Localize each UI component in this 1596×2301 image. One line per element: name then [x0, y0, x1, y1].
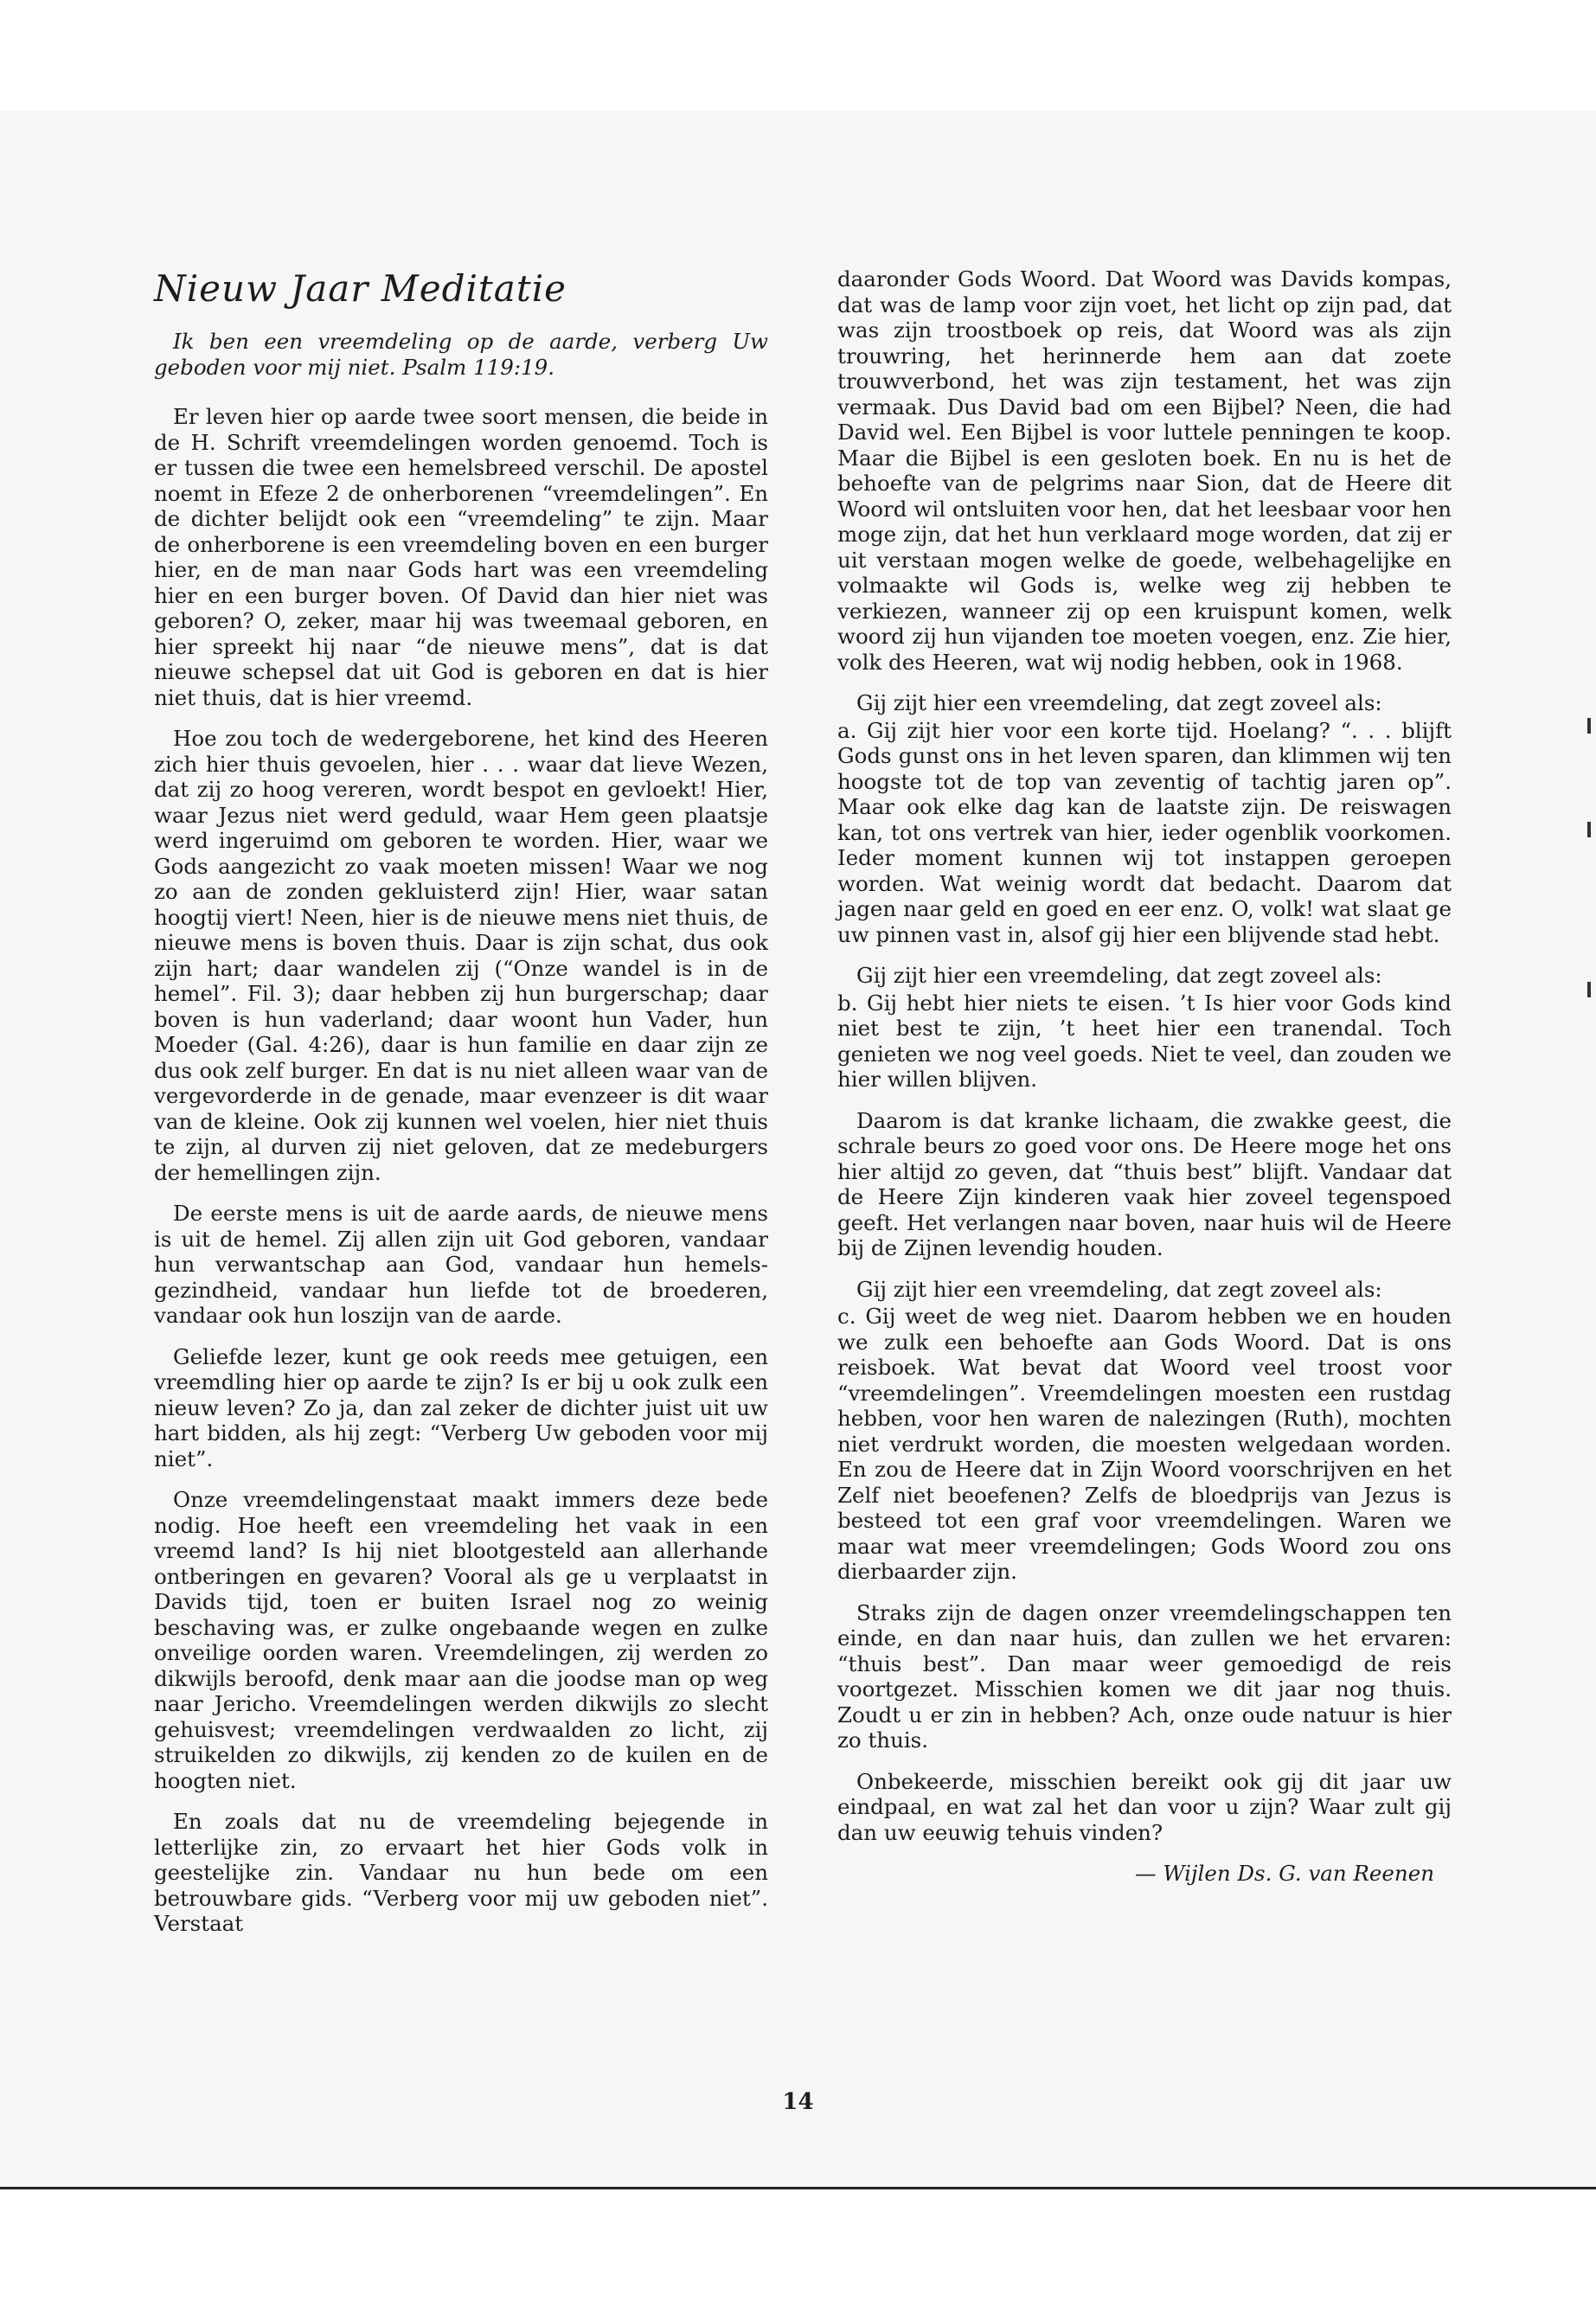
- paragraph: En zoals dat nu de vreemdeling bejegende in letterlijke zin, zo ervaart het hier Gods volk in geestelijke zin. Vandaar nu hun bede om een betrouwbare gids. “Verberg voor mij uw geboden niet”. Verstaat: [154, 1809, 768, 1936]
- margin-mark: [1587, 982, 1591, 997]
- paragraph: Er leven hier op aarde twee soort mensen, die beide in de H. Schrift vreemdelingen worden genoemd. Toch is er tussen die twee een hemelsbreed verschil. De apostel noemt in Efeze 2 de onherborenen “vreemdelingen”. En de dichter belijdt ook een “vreemdeling” te zijn. Maar de onherborene is een vreemdeling boven en een burger hier, en de man naar Gods hart was een vreemdeling hier en een burger boven. Of David dan hier niet was geboren? O, zeker, maar hij was tweemaal geboren, en hier spreekt hij naar “de nieuwe mens”, dat is dat nieuwe schepsel dat uit God is geboren en dat is hier niet thuis, dat is hier vreemd.: [154, 404, 768, 710]
- paragraph: b. Gij hebt hier niets te eisen. ’t Is hier voor Gods kind niet best te zijn, ’t heet hier een tranendal. Toch genieten we nog veel goeds. Niet te veel, dan zouden we hier willen blijven.: [837, 990, 1452, 1092]
- epigraph: Ik ben een vreemdeling op de aarde, verberg Uw geboden voor mij niet. Psalm 119:19.: [154, 329, 768, 380]
- left-column: [154, 268, 768, 1952]
- paragraph: Onbekeerde, misschien bereikt ook gij dit jaar uw eindpaal, en wat zal het dan voor u zijn? Waar zult gij dan uw eeuwig tehuis vinden?: [837, 1768, 1452, 1845]
- author-signature: — Wijlen Ds. G. van Reenen: [1135, 1861, 1434, 1886]
- paragraph: a. Gij zijt hier voor een korte tijd. Hoelang? “. . . blijft Gods gunst ons in het leven sparen, dan klimmen wij ten hoogste tot de top van zeventig of tachtig jaren op”. Maar ook elke dag kan de laatste zijn. De reiswagen kan, tot ons vertrek van hier, ieder ogenblik voorkomen. Ieder moment kunnen wij tot instappen geroepen worden. Wat weinig wordt dat bedacht. Daarom dat jagen naar geld en goed en eer enz. O, volk! wat slaat ge uw pinnen vast in, alsof gij hier een blijvende stad hebt.: [837, 717, 1452, 947]
- article-title: Nieuw Jaar Meditatie: [154, 267, 567, 310]
- paragraph: daaronder Gods Woord. Dat Woord was Davids kompas, dat was de lamp voor zijn voet, het licht op zijn pad, dat was zijn troostboek op reis, dat Woord was als zijn trouwring, het herinnerde hem aan dat zoete trouwverbond, het was zijn testament, het was zijn vermaak. Dus David bad om een Bijbel? Neen, die had David wel. Een Bijbel is voor luttele penningen te koop. Maar die Bijbel is een gesloten boek. En nu is het de behoefte van de pelgrims naar Sion, dat de Heere dit Woord wil ontsluiten voor hen, dat het leesbaar voor hen moge zijn, dat het hun verklaard moge worden, dat zij er uit verstaan mogen welke de goede, welbehagelijke en volmaakte wil Gods is, welke weg zij hebben te verkiezen, wanneer zij op een kruispunt komen, welk woord zij hun vijanden toe moeten voegen, enz. Zie hier, volk des Heeren, wat wij nodig hebben, ook in 1968.: [837, 266, 1452, 675]
- paragraph: Gij zijt hier een vreemdeling, dat zegt zoveel als:: [856, 963, 1382, 988]
- paragraph: Geliefde lezer, kunt ge ook reeds mee getuigen, een vreemdling hier op aarde te zijn? Is er bij u ook zulk een nieuw leven? Zo ja, dan zal zeker de dichter juist uit uw hart bidden, als hij zegt: “Verberg Uw geboden voor mij niet”.: [154, 1343, 768, 1471]
- paragraph: Straks zijn de dagen onzer vreemdelingschappen ten einde, en dan naar huis, dan zullen we het ervaren: “thuis best”. Dan maar weer gemoedigd de reis voortgezet. Misschien komen we dit jaar nog thuis. Zoudt u er zin in hebben? Ach, onze oude natuur is hier zo thuis.: [837, 1599, 1452, 1753]
- paragraph: Gij zijt hier een vreemdeling, dat zegt zoveel als:: [856, 1276, 1382, 1302]
- page-number: 14: [782, 2089, 814, 2115]
- paragraph: De eerste mens is uit de aarde aards, de nieuwe mens is uit de hemel. Zij allen zijn uit God geboren, vandaar hun verwantschap aan God, vandaar hun hemels-gezindheid, vandaar hun liefde tot de broederen, vandaar ook hun loszijn van de aarde.: [154, 1201, 768, 1328]
- margin-mark: [1587, 718, 1591, 734]
- paragraph: c. Gij weet de weg niet. Daarom hebben we en houden we zulk een behoefte aan Gods Woord. Dat is ons reisboek. Wat bevat dat Woord veel troost voor “vreemdelingen”. Vreemdelingen moesten een rustdag hebben, voor hen waren de nalezingen (Ruth), mochten niet verdrukt worden, die moesten welgedaan worden. En zou de Heere dat in Zijn Woord voorschrijven en het Zelf niet beoefenen? Zelfs de bloedprijs van Jezus is besteed tot een graf voor vreemdelingen. Waren we maar wat meer vreemdelingen; Gods Woord zou ons dierbaarder zijn.: [837, 1304, 1452, 1584]
- right-column: [837, 266, 1452, 1887]
- paragraph: Gij zijt hier een vreemdeling, dat zegt zoveel als:: [856, 690, 1382, 715]
- paragraph: Daarom is dat kranke lichaam, die zwakke geest, die schrale beurs zo goed voor ons. De Heere moge het ons hier altijd zo geven, dat “thuis best” blijft. Vandaar dat de Heere Zijn kinderen vaak hier zoveel tegenspoed geeft. Het verlangen naar boven, naar huis wil de Heere bij de Zijnen levendig houden.: [837, 1107, 1452, 1260]
- paragraph: Hoe zou toch de wedergeborene, het kind des Heeren zich hier thuis gevoelen, hier . . . waar dat lieve Wezen, dat zij zo hoog vereren, wordt bespot en gevloekt! Hier, waar Jezus niet werd geduld, waar Hem geen plaatsje werd ingeruimd om geboren te worden. Hier, waar we Gods aangezicht zo vaak moeten missen! Waar we nog zo aan de zonden gekluisterd zijn! Hier, waar satan hoogtij viert! Neen, hier is de nieuwe mens niet thuis, de nieuwe mens is boven thuis. Daar is zijn schat, dus ook zijn hart; daar wandelen zij (“Onze wandel is in de hemel”. Fil. 3); daar hebben zij hun burgerschap; daar boven is hun vaderland; daar woont hun Vader, hun Moeder (Gal. 4:26), daar is hun familie en daar zijn ze dus ook zelf burger. En dat is nu niet alleen waar van de vergevorderde in de genade, maar evenzeer is dit waar van de kleine. Ook zij kunnen wel voelen, hier niet thuis te zijn, al durven zij niet geloven, dat ze medeburgers der hemellingen zijn.: [154, 726, 768, 1185]
- margin-mark: [1587, 822, 1591, 837]
- paragraph: Onze vreemdelingenstaat maakt immers deze bede nodig. Hoe heeft een vreemdeling het vaak in een vreemd land? Is hij niet blootgesteld aan allerhande ontberingen en gevaren? Vooral als ge u verplaatst in Davids tijd, toen er buiten Israel nog zo weinig beschaving was, er zulke ongebaande wegen en zulke onveilige oorden waren. Vreemdelingen, zij werden zo dikwijls beroofd, denk maar aan die joodse man op weg naar Jericho. Vreemdelingen werden dikwijls zo slecht gehuisvest; vreemdelingen verdwaalden zo licht, zij struikelden zo dikwijls, zij kenden zo de kuilen en de hoogten niet.: [154, 1487, 768, 1793]
